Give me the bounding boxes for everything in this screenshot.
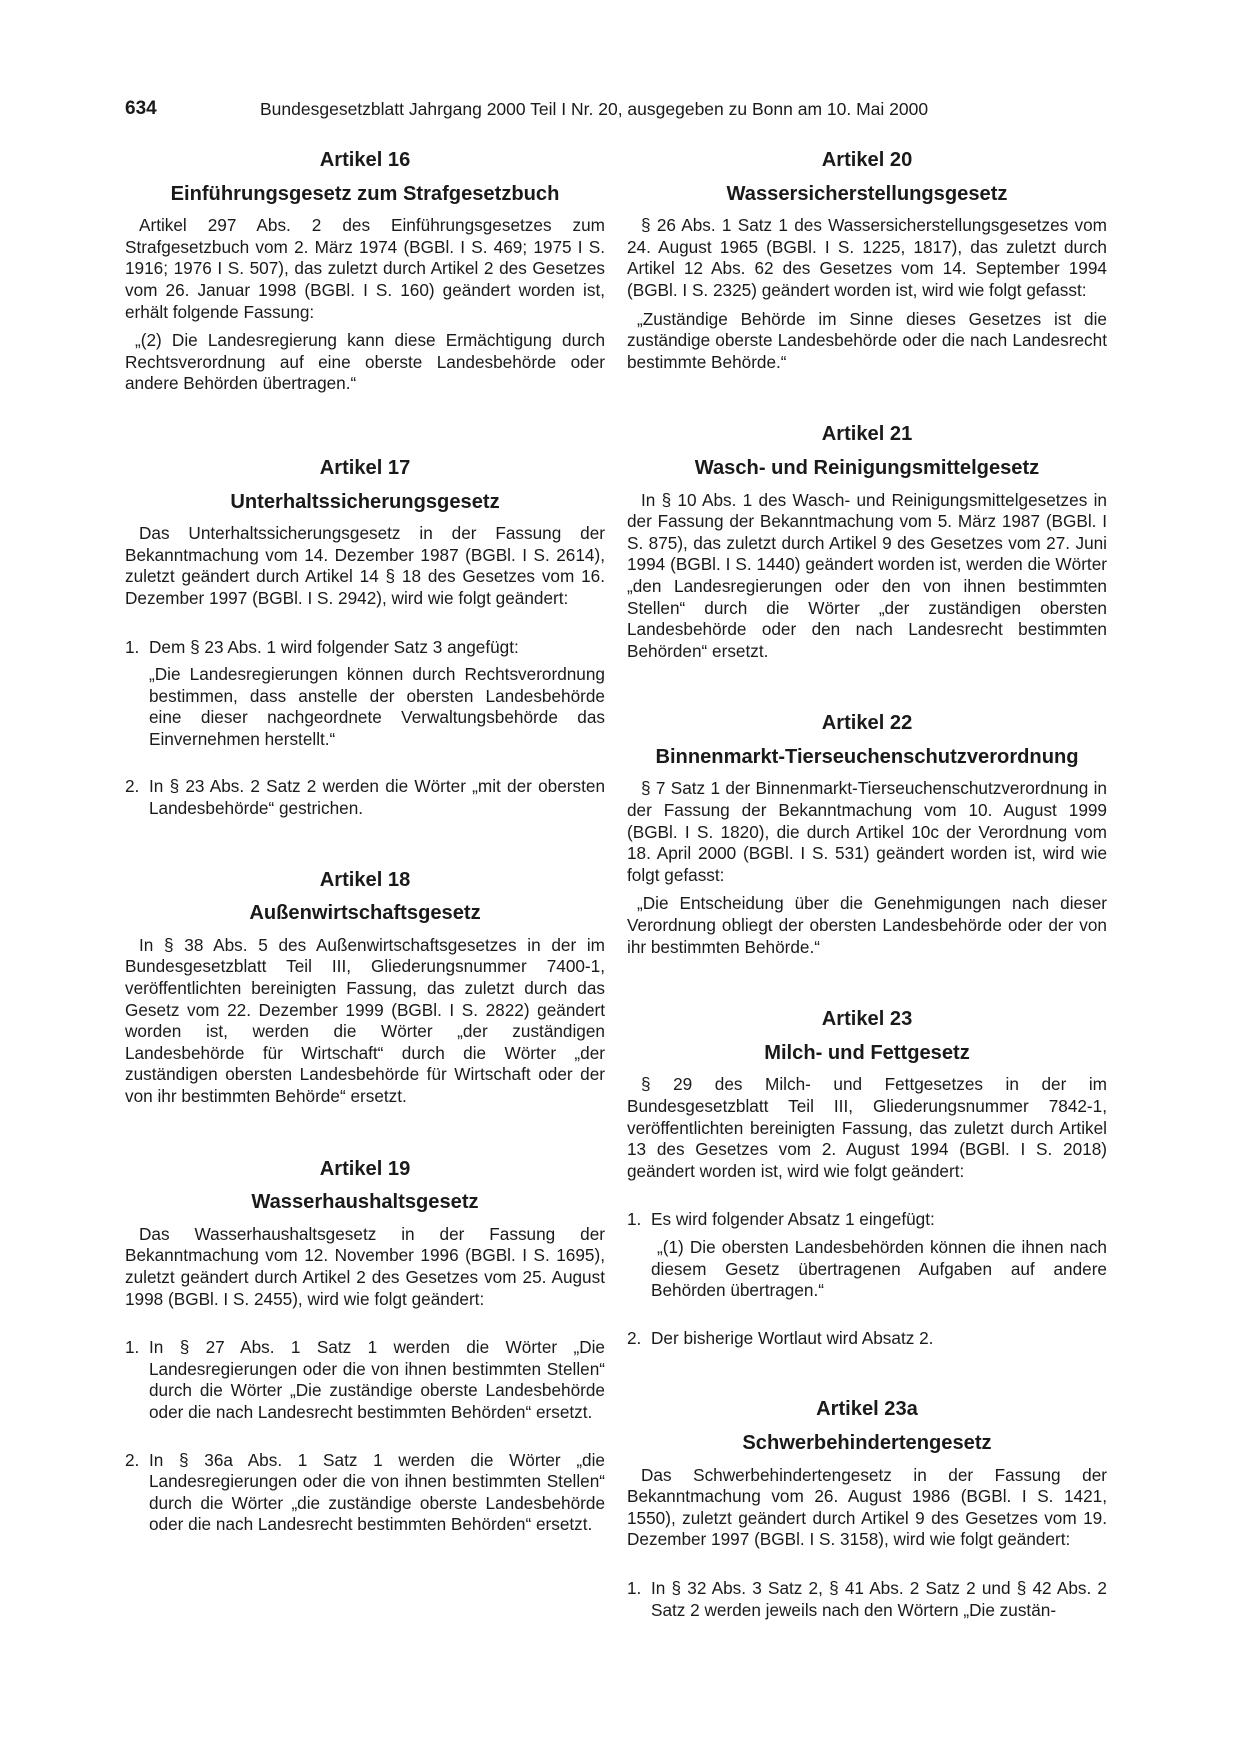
article-number: Artikel 20 xyxy=(821,149,913,171)
article-number: Artikel 22 xyxy=(821,712,913,735)
left-column xyxy=(125,150,605,1542)
list-item-text: In § 32 Abs. 3 Satz 2, § 41 Abs. 2 Satz 2 und § 42 Abs. 2 Satz 2 werden jeweils nach den Wörtern „Die zustän- xyxy=(651,1577,1107,1620)
article-20 xyxy=(627,150,1107,373)
article-quote: „Die Landesregierungen können durch Rechtsverordnung bestimmen, dass anstelle der obersten Landesbehörde eine dieser nachgeordnete Verwaltungsbehörde das Einvernehmen herstellt.“ xyxy=(149,664,605,749)
list-item-text: Der bisherige Wortlaut wird Absatz 2. xyxy=(651,1327,934,1348)
article-title: Wasch- und Reinigungsmittelgesetz xyxy=(694,456,1040,479)
article-title: Unterhaltssicherungsgesetz xyxy=(230,490,500,513)
article-23 xyxy=(627,1009,1107,1349)
page-number: 634 xyxy=(125,98,157,119)
list-item xyxy=(627,1578,1107,1621)
article-18 xyxy=(125,870,605,1108)
article-paragraph: Das Schwerbehindertengesetz in der Fassung der Bekanntmachung vom 26. August 1986 (BGBl. I S. 1421, 1550), zuletzt geändert durch Artikel 9 des Gesetzes vom 19. Dezember 1997 (BGBl. I S. 3158), wird wie folgt geändert: xyxy=(627,1464,1107,1550)
article-quote: „(2) Die Landesregierung kann diese Ermächtigung durch Rechtsverordnung auf eine oberste Landesbehörde oder andere Behörden übertragen.“ xyxy=(125,330,605,394)
list-item-text: Dem § 23 Abs. 1 wird folgender Satz 3 angefügt: xyxy=(149,636,519,657)
amendment-list xyxy=(627,1578,1107,1621)
article-paragraph: In § 10 Abs. 1 des Wasch- und Reinigungsmittelgesetzes in der Fassung der Bekanntmachung vom 5. März 1987 (BGBl. I S. 875), das zuletzt durch Artikel 9 des Gesetzes vom 27. Juni 1994 (BGBl. I S. 1440) geändert worden ist, werden die Wörter „den Landesregierungen oder den von ihnen bestimmten Stellen“ durch die Wörter „der zuständigen obersten Landesbehörde oder den nach Landesrecht bestimmten Behörden“ ersetzt. xyxy=(627,489,1107,661)
running-head: Bundesgesetzblatt Jahrgang 2000 Teil I Nr. 20, ausgegeben zu Bonn am 10. Mai 2000 xyxy=(260,99,929,119)
article-title: Einführungsgesetz zum Strafgesetzbuch xyxy=(170,182,560,205)
article-paragraph: Das Unterhaltssicherungsgesetz in der Fassung der Bekanntmachung vom 14. Dezember 1987 (BGBl. I S. 2614), zuletzt geändert durch Artikel 14 § 18 des Gesetzes vom 16. Dezember 1997 (BGBl. I S. 2942), wird wie folgt geändert: xyxy=(125,523,605,608)
article-21 xyxy=(627,424,1107,662)
article-paragraph: Das Wasserhaushaltsgesetz in der Fassung der Bekanntmachung vom 12. November 1996 (BGBl. I S. 1695), zuletzt geändert durch Artikel 2 des Gesetzes vom 25. August 1998 (BGBl. I S. 2455), wird wie folgt geändert: xyxy=(125,1223,605,1309)
list-item-text: In § 23 Abs. 2 Satz 2 werden die Wörter „mit der obersten Landesbehörde“ gestrichen. xyxy=(149,776,605,819)
article-paragraph: § 26 Abs. 1 Satz 1 des Wassersicherstellungsgesetzes vom 24. August 1965 (BGBl. I S. 1225, 1817), das zuletzt durch Artikel 12 Abs. 62 des Gesetzes vom 14. September 1994 (BGBl. I S. 2325) geändert worden ist, wird wie folgt gefasst: xyxy=(627,215,1107,300)
list-number: 1. xyxy=(125,636,140,657)
amendment-list xyxy=(125,1337,605,1536)
article-paragraph: § 29 des Milch- und Fettgesetzes in der im Bundesgesetzblatt Teil III, Gliederungsnummer 7842-1, veröffentlichten bereinigten Fassung, das zuletzt durch Artikel 13 des Gesetzes vom 2. August 1994 (BGBl. I S. 2018) geändert worden ist, wird wie folgt geändert: xyxy=(627,1074,1107,1181)
article-number: Artikel 18 xyxy=(319,868,411,891)
article-title: Wassersicherstellungsgesetz xyxy=(726,182,1008,205)
list-item xyxy=(627,1328,1107,1350)
article-17 xyxy=(125,458,605,820)
article-number: Artikel 23 xyxy=(821,1008,913,1031)
right-column xyxy=(627,150,1107,1627)
article-16 xyxy=(125,150,605,395)
article-title: Schwerbehindertengesetz xyxy=(742,1431,992,1454)
list-item xyxy=(125,1450,605,1536)
list-item xyxy=(627,1209,1107,1301)
list-item xyxy=(125,637,605,751)
article-number: Artikel 16 xyxy=(319,149,411,171)
article-title: Milch- und Fettgesetz xyxy=(764,1041,970,1064)
list-item xyxy=(125,776,605,819)
list-number: 1. xyxy=(627,1577,642,1598)
page-header xyxy=(125,98,1107,126)
list-number: 2. xyxy=(125,776,140,797)
article-quote: „(1) Die obersten Landesbehörden können die ihnen nach diesem Gesetz übertragenen Aufgaben auf andere Behörden übertragen.“ xyxy=(651,1236,1107,1301)
article-paragraph: § 7 Satz 1 der Binnenmarkt-Tierseuchenschutzverordnung in der Fassung der Bekanntmachung vom 10. August 1999 (BGBl. I S. 1820), die durch Artikel 10c der Verordnung vom 18. April 2000 (BGBl. I S. 531) geändert worden ist, wird wie folgt gefasst: xyxy=(627,778,1107,885)
list-item-text: Es wird folgender Absatz 1 eingefügt: xyxy=(651,1209,935,1230)
list-item-text: In § 36a Abs. 1 Satz 1 werden die Wörter „die Landesregierungen oder die von ihnen bestimmten Stellen“ durch die Wörter „die zuständige oberste Landesbehörde oder die nach Landesrecht bestimmten Behörden“ ersetzt. xyxy=(149,1449,605,1535)
list-number: 2. xyxy=(125,1449,140,1470)
article-paragraph: In § 38 Abs. 5 des Außenwirtschaftsgesetzes in der im Bundesgesetzblatt Teil III, Gliederungsnummer 7400-1, veröffentlichten bereinigten Fassung, das zuletzt durch das Gesetz vom 22. Dezember 1999 (BGBl. I S. 2822) geändert worden ist, werden die Wörter „der zuständigen Landesbehörde für Wirtschaft“ durch die Wörter „der zuständigen obersten Landesbehörde für Wirtschaft oder der von ihr bestimmten Behörde“ ersetzt. xyxy=(125,934,605,1106)
article-quote: „Zuständige Behörde im Sinne dieses Gesetzes ist die zuständige oberste Landesbehörde oder die nach Landesrecht bestimmte Behörde.“ xyxy=(627,308,1107,372)
article-number: Artikel 21 xyxy=(821,423,913,446)
article-number: Artikel 23a xyxy=(816,1398,918,1421)
amendment-list xyxy=(125,637,605,820)
article-quote: „Die Entscheidung über die Genehmigungen nach dieser Verordnung obliegt der obersten Landesbehörde oder der von ihr bestimmten Behörde.“ xyxy=(627,893,1107,957)
list-item-text: In § 27 Abs. 1 Satz 1 werden die Wörter „Die Landesregierungen oder die von ihnen bestimmten Stellen“ durch die Wörter „Die zuständige oberste Landesbehörde oder die nach Landesrecht bestimmten Behörden“ ersetzt. xyxy=(149,1337,605,1422)
article-title: Wasserhaushaltsgesetz xyxy=(251,1191,479,1214)
article-22 xyxy=(627,713,1107,958)
article-paragraph: Artikel 297 Abs. 2 des Einführungsgesetzes zum Strafgesetzbuch vom 2. März 1974 (BGBl. I S. 469; 1975 I S. 1916; 1976 I S. 507), das zuletzt durch Artikel 2 des Gesetzes vom 26. Januar 1998 (BGBl. I S. 160) geändert worden ist, erhält folgende Fassung: xyxy=(125,215,605,322)
article-number: Artikel 17 xyxy=(319,456,411,479)
list-number: 1. xyxy=(125,1337,140,1358)
article-number: Artikel 19 xyxy=(319,1157,411,1180)
list-number: 2. xyxy=(627,1327,642,1348)
article-title: Außenwirtschaftsgesetz xyxy=(249,902,481,925)
amendment-list xyxy=(627,1209,1107,1349)
list-item xyxy=(125,1337,605,1423)
article-19 xyxy=(125,1159,605,1536)
article-23a xyxy=(627,1399,1107,1621)
list-number: 1. xyxy=(627,1209,642,1230)
article-title: Binnenmarkt-Tierseuchenschutzverordnung xyxy=(655,745,1079,768)
